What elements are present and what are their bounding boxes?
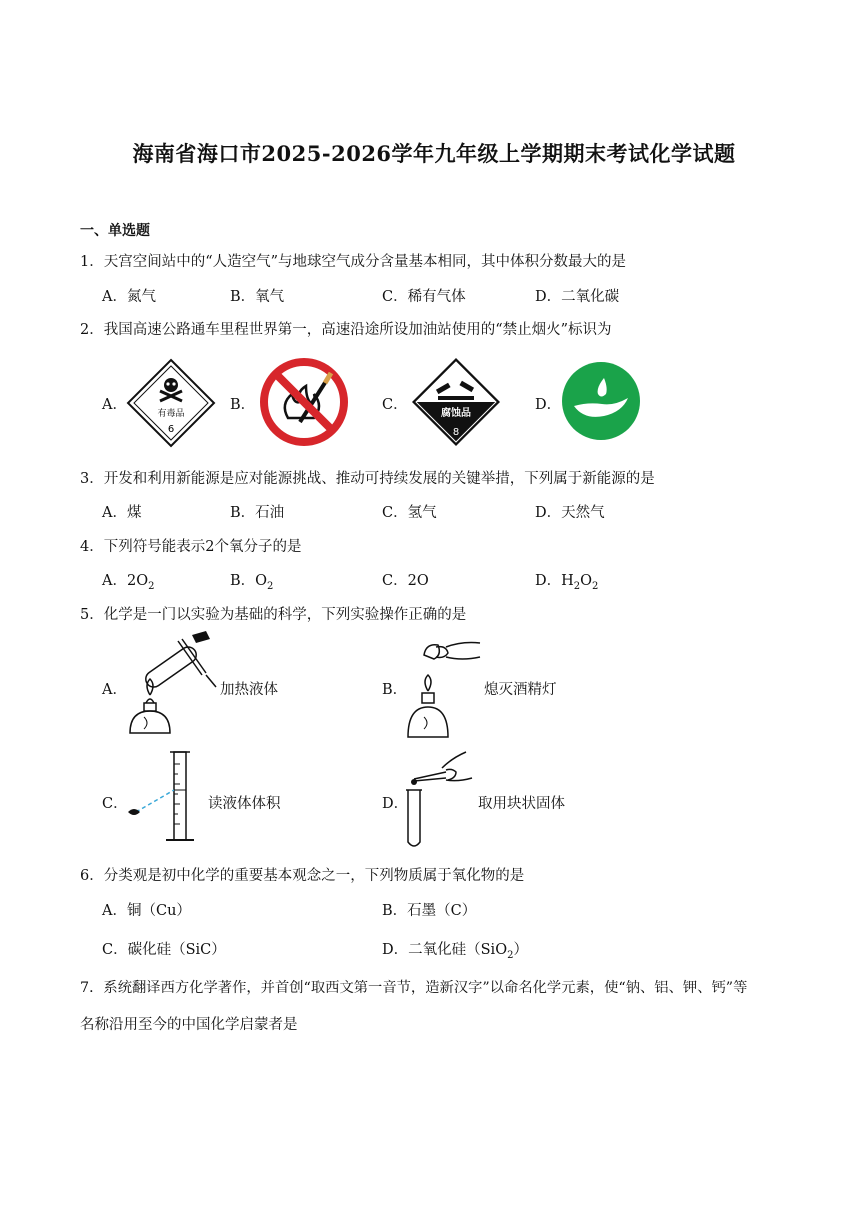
q5-option-b[interactable]: B． (382, 682, 408, 698)
question-4-stem: 4．下列符号能表示2个氧分子的是 (80, 539, 302, 555)
q4-a-subscript: 2 (148, 580, 155, 592)
q4-b-text: B．O (230, 573, 268, 589)
q6-option-d[interactable] (382, 938, 528, 959)
corrosive-sign-number: 8 (452, 427, 460, 438)
q4-d-text: D．H (535, 573, 574, 589)
q5-a-note: 加热液体 (220, 682, 278, 698)
q6-option-a[interactable]: A．铜（Cu） (102, 903, 191, 919)
toxic-sign-label: 有毒品 (157, 409, 185, 419)
q6-d-text-end: ） (513, 942, 528, 958)
q4-d-subscript-2: 2 (592, 580, 599, 592)
q4-option-b[interactable] (230, 569, 273, 590)
green-sign-icon (560, 360, 642, 442)
q4-option-c[interactable]: C．2O (382, 573, 429, 589)
q1-option-c[interactable]: C．稀有气体 (382, 289, 466, 305)
tweezers-test-tube-illustration (398, 750, 482, 850)
q1-option-a[interactable]: A．氮气 (102, 289, 156, 305)
q3-option-c[interactable]: C．氢气 (382, 505, 437, 521)
question-6-stem: 6．分类观是初中化学的重要基本观念之一，下列物质属于氧化物的是 (80, 868, 525, 884)
heating-liquid-illustration (120, 633, 220, 743)
q5-b-note: 熄灭酒精灯 (484, 682, 557, 698)
q1-option-b[interactable]: B．氧气 (230, 289, 285, 305)
q6-d-subscript: 2 (507, 949, 514, 961)
q6-option-c[interactable]: C．碳化硅（SiC） (102, 942, 226, 958)
section-heading: 一、单选题 (80, 223, 150, 239)
question-7-stem-line2: 名称沿用至今的中国化学启蒙者是 (80, 1017, 298, 1033)
page-title: 海南省海口市2025-2026学年九年级上学期期末考试化学试题 (132, 141, 736, 166)
question-7-stem-line1: 7．系统翻译西方化学著作，并首创“取西文第一音节，造新汉字”以命名化学元素，使“钠、铝、钾、钙”等 (80, 980, 748, 996)
q4-option-d[interactable] (535, 569, 598, 590)
q2-option-b[interactable]: B． (230, 397, 256, 413)
q5-d-note: 取用块状固体 (478, 796, 565, 812)
extinguish-lamp-illustration (400, 637, 490, 747)
q3-option-b[interactable]: B．石油 (230, 505, 285, 521)
q5-c-note: 读液体体积 (208, 796, 281, 812)
q5-option-d[interactable]: D． (382, 796, 409, 812)
q6-option-b[interactable]: B．石墨（C） (382, 903, 477, 919)
q3-option-a[interactable]: A．煤 (102, 505, 142, 521)
q2-option-c[interactable]: C． (382, 397, 408, 413)
question-1-stem: 1．天宫空间站中的“人造空气”与地球空气成分含量基本相同，其中体积分数最大的是 (80, 254, 627, 270)
toxic-sign-icon (126, 358, 216, 448)
q5-option-c[interactable]: C． (102, 796, 128, 812)
q4-b-subscript: 2 (267, 580, 274, 592)
corrosive-sign-label: 腐蚀品 (441, 408, 471, 419)
question-3-stem: 3．开发和利用新能源是应对能源挑战、推动可持续发展的关键举措，下列属于新能源的是 (80, 471, 655, 487)
q1-option-d[interactable]: D．二氧化碳 (535, 289, 620, 305)
q4-option-a[interactable] (102, 569, 154, 590)
q5-option-a[interactable]: A． (102, 682, 127, 698)
q6-d-text: D．二氧化硅（SiO (382, 942, 508, 958)
corrosive-sign-icon (410, 356, 502, 448)
q2-option-a[interactable]: A． (102, 397, 127, 413)
q3-option-d[interactable]: D．天然气 (535, 505, 605, 521)
q2-option-d[interactable]: D． (535, 397, 562, 413)
q4-d-subscript-1: 2 (573, 580, 581, 592)
question-2-stem: 2．我国高速公路通车里程世界第一，高速沿途所设加油站使用的“禁止烟火”标识为 (80, 322, 612, 338)
toxic-sign-number: 6 (167, 424, 175, 435)
question-5-stem: 5．化学是一门以实验为基础的科学，下列实验操作正确的是 (80, 607, 467, 623)
graduated-cylinder-illustration (122, 748, 212, 848)
q4-a-text: A．2O (102, 573, 149, 589)
no-fire-sign-icon (258, 356, 350, 448)
q4-d-text-mid: O (580, 573, 593, 589)
